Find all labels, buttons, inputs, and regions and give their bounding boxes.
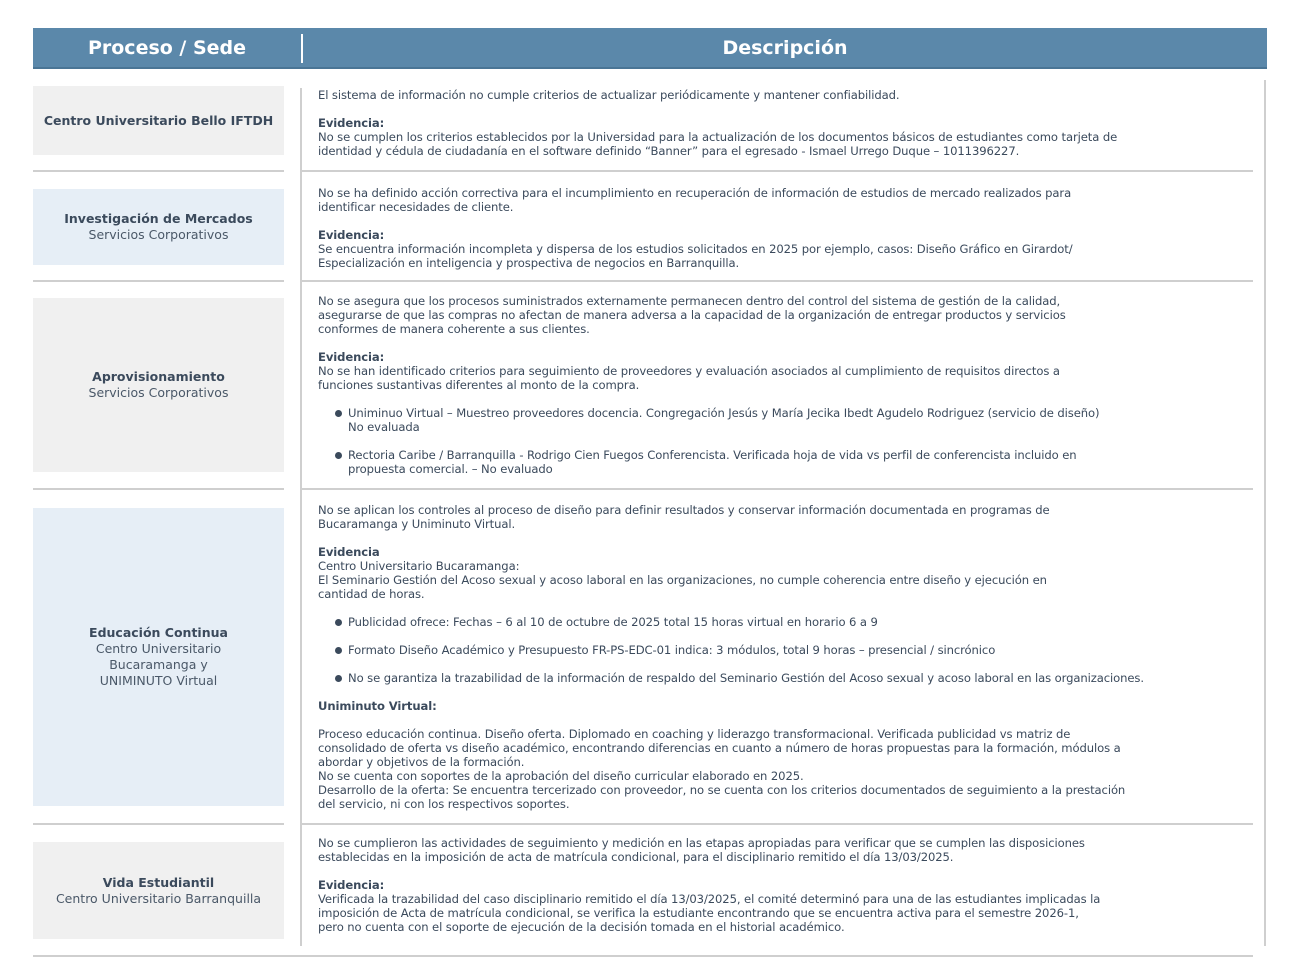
evidence-line: funciones sustantivas diferentes al monto de la compra. [318, 378, 640, 392]
sub-section-label: Uniminuto Virtual: [318, 699, 437, 713]
column-divider [300, 88, 302, 946]
evidence-label: Evidencia: [318, 350, 385, 364]
process-site: Centro Universitario Barranquilla [55, 890, 262, 906]
row-separator [302, 823, 1253, 825]
evidence-label: Evidencia [318, 545, 380, 559]
bullet-text: No evaluada [348, 420, 420, 434]
row-process-cell [33, 842, 284, 939]
bullet-text: Formato Diseño Académico y Presupuesto FR-PS-EDC-01 indica: 3 módulos, total 9 horas – presencial / sincrónico [348, 643, 996, 657]
evidence-line: El Seminario Gestión del Acoso sexual y acoso laboral en las organizaciones, no cumple coherencia entre diseño y ejecución en [318, 573, 1047, 587]
row-separator [33, 280, 284, 282]
row-process-cell [33, 86, 284, 155]
row-description-cell [318, 503, 1253, 811]
evidence-label: Evidencia: [318, 116, 385, 130]
bullet-item [318, 448, 1253, 476]
evidence-line: imposición de Acta de matrícula condicional, se verifica la estudiante encontrando que se encuentra activa para el semestre 2026-1, [318, 906, 1079, 920]
finding-line: No se ha definido acción correctiva para el incumplimiento en recuperación de información de estudios de mercado realizados para [318, 186, 1072, 200]
row-separator [33, 170, 284, 172]
header-process-site: Proceso / Sede [87, 37, 247, 59]
finding-line: establecidas en la imposición de acta de matrícula condicional, para el disciplinario remitido el día 13/03/2025. [318, 850, 954, 864]
bullet-text: Uniminuo Virtual – Muestreo proveedores docencia. Congregación Jesús y María Jecika Ibedt Agudelo Rodriguez (servicio de diseño) [348, 406, 1100, 420]
process-name: Vida Estudiantil [102, 874, 215, 890]
finding-line: asegurarse de que las compras no afectan de manera adversa a la capacidad de la organización de entregar productos y servicios [318, 308, 1066, 322]
row-separator [302, 488, 1253, 490]
process-name: Aprovisionamiento [92, 369, 225, 384]
row-process-cell [33, 508, 284, 806]
bullet-item [318, 615, 1253, 629]
finding-line: conformes de manera coherente a sus clientes. [318, 322, 590, 336]
evidence-line: pero no cuenta con el soporte de ejecución de la decisión tomada en el historial académico. [318, 920, 845, 934]
finding-line: identificar necesidades de cliente. [318, 200, 514, 214]
process-site: Servicios Corporativos [88, 385, 229, 400]
row-process-cell [33, 298, 284, 472]
process-site: Servicios Corporativos [88, 227, 229, 242]
row-description-cell [318, 186, 1253, 270]
process-name: Investigación de Mercados [64, 211, 253, 226]
table-right-border [1264, 80, 1266, 946]
row-separator [33, 823, 284, 825]
row-description-cell [318, 294, 1253, 476]
evidence-line: Especialización en inteligencia y prospectiva de negocios en Barranquilla. [318, 256, 740, 270]
finding-line: No se asegura que los procesos suministrados externamente permanecen dentro del control del sistema de gestión de la calidad, [318, 294, 1061, 308]
sub-section-line: Desarrollo de la oferta: Se encuentra tercerizado con proveedor, no se cuenta con los criterios documentados de seguimiento a la prestación [318, 783, 1126, 797]
process-site-line: Bucaramanga y [109, 657, 208, 672]
sub-section-line: Proceso educación continua. Diseño oferta. Diplomado en coaching y liderazgo transformacional. Verificada publicidad vs matriz de [318, 727, 1071, 741]
process-name: Centro Universitario Bello IFTDH [43, 112, 274, 128]
evidence-line: Se encuentra información incompleta y dispersa de los estudios solicitados en 2025 por ejemplo, casos: Diseño Gráfico en Girardot/ [318, 242, 1073, 256]
finding-line: Bucaramanga y Uniminuto Virtual. [318, 517, 516, 531]
evidence-line: cantidad de horas. [318, 587, 425, 601]
row-separator [33, 488, 284, 490]
evidence-line: Centro Universitario Bucaramanga: [318, 559, 520, 573]
sub-section-line: No se cuenta con soportes de la aprobación del diseño curricular elaborado en 2025. [318, 769, 804, 783]
finding-line: No se aplican los controles al proceso de diseño para definir resultados y conservar información documentada en programas de [318, 503, 1050, 517]
process-site-line: UNIMINUTO Virtual [99, 673, 218, 688]
evidence-line: Verificada la trazabilidad del caso disciplinario remitido el día 13/03/2025, el comité determinó para una de las estudiantes implicadas la [318, 892, 1101, 906]
header-description: Descripción [722, 37, 848, 59]
row-description-cell [318, 88, 1253, 158]
bullet-item [318, 406, 1253, 434]
evidence-line: identidad y cédula de ciudadanía en el software definido “Banner” para el egresado - Ismael Urrego Duque – 1011396227. [318, 144, 1020, 158]
evidence-line: No se han identificado criterios para seguimiento de proveedores y evaluación asociados al cumplimiento de requisitos directos a [318, 364, 1060, 378]
bullet-item [318, 671, 1253, 685]
bullet-text: No se garantiza la trazabilidad de la información de respaldo del Seminario Gestión del Acoso sexual y acoso laboral en las organizaciones. [348, 671, 1144, 685]
row-separator [302, 280, 1253, 282]
row-process-cell [33, 189, 284, 265]
evidence-line: No se cumplen los criterios establecidos por la Universidad para la actualización de los documentos básicos de estudiantes como tarjeta de [318, 130, 1118, 144]
table-bottom-border [33, 955, 1253, 957]
process-name: Educación Continua [89, 625, 228, 640]
finding-line: No se cumplieron las actividades de seguimiento y medición en las etapas apropiadas para verificar que se cumplen las disposiciones [318, 836, 1085, 850]
finding-text: El sistema de información no cumple criterios de actualizar periódicamente y mantener confiabilidad. [318, 88, 900, 102]
bullet-text: propuesta comercial. – No evaluado [348, 462, 553, 476]
sub-section-line: del servicio, ni con los respectivos soportes. [318, 797, 570, 811]
row-separator [302, 170, 1253, 172]
sub-section-line: abordar y objetivos de la formación. [318, 755, 525, 769]
sub-section-line: consolidado de oferta vs diseño académico, encontrando diferencias en cuanto a número de horas propuestas para la formación, módulos a [318, 741, 1121, 755]
bullet-text: Rectoria Caribe / Barranquilla - Rodrigo Cien Fuegos Conferencista. Verificada hoja de vida vs perfil de conferencista incluido en [348, 448, 1077, 462]
bullet-text: Publicidad ofrece: Fechas – 6 al 10 de octubre de 2025 total 15 horas virtual en horario 6 a 9 [348, 615, 878, 629]
bullet-item [318, 643, 1253, 657]
process-site-line: Centro Universitario [95, 641, 222, 656]
evidence-label: Evidencia: [318, 878, 385, 892]
evidence-label: Evidencia: [318, 228, 385, 242]
table-header [33, 28, 1267, 69]
row-description-cell [318, 836, 1253, 934]
